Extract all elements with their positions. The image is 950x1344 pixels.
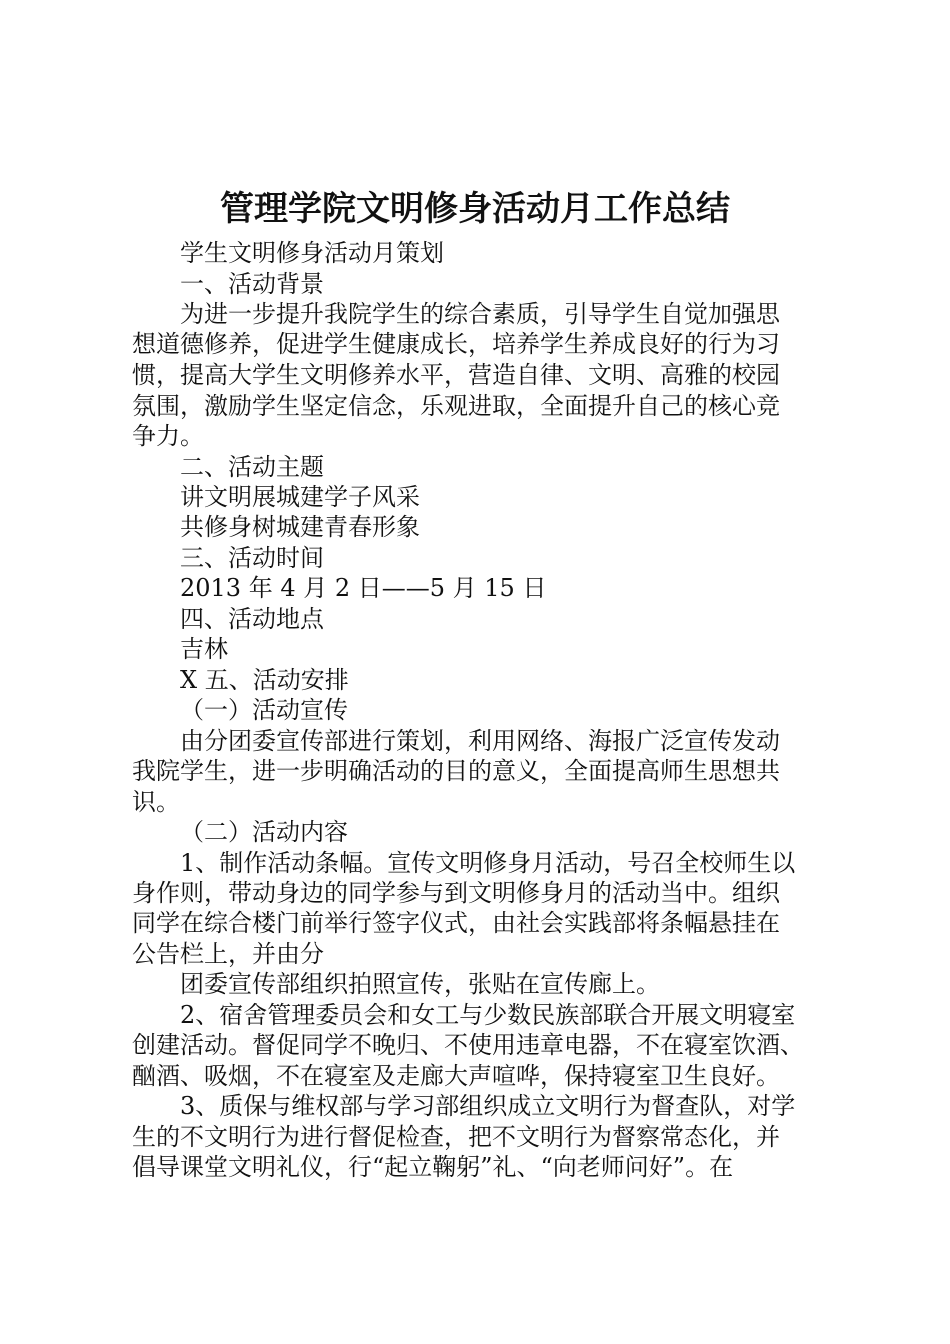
text-line: 吉林	[180, 635, 228, 663]
paragraph-line: 氛围，激励学生坚定信念，乐观进取，全面提升自己的核心竞	[132, 392, 780, 420]
text-line: 学生文明修身活动月策划	[180, 239, 444, 267]
text-line: 共修身树城建青春形象	[180, 513, 420, 541]
paragraph-line: 2、宿舍管理委员会和女工与少数民族部联合开展文明寝室	[180, 1001, 796, 1029]
paragraph-line: 为进一步提升我院学生的综合素质，引导学生自觉加强思	[180, 300, 780, 328]
text-line: 2013 年 4 月 2 日——5 月 15 日	[180, 574, 547, 602]
subsection-heading: （一）活动宣传	[180, 696, 348, 724]
document-title: 管理学院文明修身活动月工作总结	[220, 189, 730, 229]
section-heading: 一、活动背景	[180, 270, 324, 298]
subsection-heading: （二）活动内容	[180, 818, 348, 846]
paragraph-line: 3、质保与维权部与学习部组织成立文明行为督查队，对学	[180, 1092, 796, 1120]
section-heading: 四、活动地点	[180, 605, 324, 633]
paragraph-line: 识。	[132, 788, 180, 816]
paragraph-line: 创建活动。督促同学不晚归、不使用违章电器，不在寝室饮酒、	[132, 1031, 804, 1059]
section-heading: 三、活动时间	[180, 544, 324, 572]
paragraph-line: 身作则，带动身边的同学参与到文明修身月的活动当中。组织	[132, 879, 780, 907]
paragraph-line: 由分团委宣传部进行策划，利用网络、海报广泛宣传发动	[180, 727, 780, 755]
paragraph-line: 酗酒、吸烟，不在寝室及走廊大声喧哗，保持寝室卫生良好。	[132, 1062, 780, 1090]
paragraph-line: 团委宣传部组织拍照宣传，张贴在宣传廊上。	[180, 970, 660, 998]
paragraph-line: 公告栏上，并由分	[132, 940, 324, 968]
paragraph-line: 生的不文明行为进行督促检查，把不文明行为督察常态化，并	[132, 1123, 780, 1151]
paragraph-line: 想道德修养，促进学生健康成长，培养学生养成良好的行为习	[132, 330, 780, 358]
section-heading: X 五、活动安排	[180, 666, 349, 694]
text-line: 讲文明展城建学子风采	[180, 483, 420, 511]
paragraph-line: 同学在综合楼门前举行签字仪式，由社会实践部将条幅悬挂在	[132, 909, 780, 937]
section-heading: 二、活动主题	[180, 453, 324, 481]
paragraph-line: 倡导课堂文明礼仪，行“起立鞠躬”礼、“向老师问好”。在	[132, 1153, 734, 1181]
paragraph-line: 1、制作活动条幅。宣传文明修身月活动，号召全校师生以	[180, 849, 796, 877]
paragraph-line: 争力。	[132, 422, 204, 450]
paragraph-line: 我院学生，进一步明确活动的目的意义，全面提高师生思想共	[132, 757, 780, 785]
paragraph-line: 惯，提高大学生文明修养水平，营造自律、文明、高雅的校园	[132, 361, 780, 389]
